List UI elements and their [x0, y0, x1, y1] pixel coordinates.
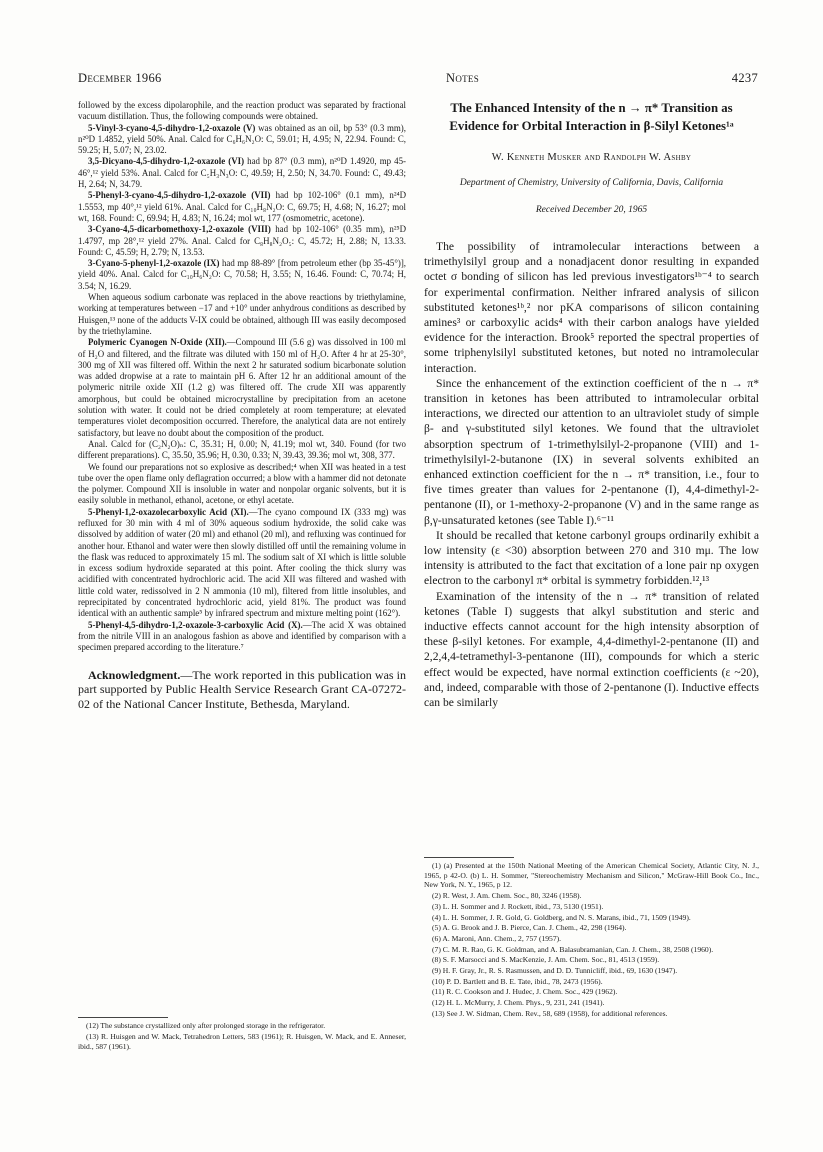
compound-heading: 3-Cyano-5-phenyl-1,2-oxazole (IX): [88, 258, 220, 269]
paragraph-text: had mp 88-89° [from petroleum ether (bp 35-45°)], yield 40%. Anal. Calcd for C₁₀H₆N₂O: C, 70.58; H, 3.55; N, 16.46. Found: C, 70.74; H, 3.54; N, 16.29.: [78, 258, 407, 291]
compound-heading: 5-Phenyl-4,5-dihydro-1,2-oxazole-3-carboxylic Acid (X).: [88, 619, 303, 630]
paragraph: [78, 156, 406, 190]
left-paragraphs: [78, 100, 406, 654]
paragraph-text: —Compound III (5.6 g) was dissolved in 100 ml of H₂O and filtered, and the filtrate was diluted with 150 ml of H₂O. After 4 hr at 25-30°, 300 mg of XII was filtered off. Within the next 2 hr saturated sodium bicarbonate solution was added dropwise at a rate to maintain pH 6. After 12 hr an additional amount of the polymeric nitrile oxide XII (1.2 g) was filtered off. The crude XII was apparently amorphous, but could be obtained microcrystalline by precipitation from an acetone solution with water. It could not be dried completely at room temperature; at elevated temperatures violet decomposition occurred. Therefore, the analytical data are not entirely satisfactory, but leave no doubt about the composition of the product.: [78, 337, 406, 438]
paragraph: [78, 123, 406, 157]
paragraph: [78, 258, 406, 292]
left-footnotes: [78, 1017, 406, 1053]
footnote-rule: [424, 857, 514, 858]
footnote: (2) R. West, J. Am. Chem. Soc., 80, 3246 (1958).: [432, 891, 582, 901]
footnote-rule: [78, 1017, 168, 1018]
compound-heading: 5-Phenyl-1,2-oxazolecarboxylic Acid (XI).: [88, 506, 249, 517]
article-authors: W. Kenneth Musker and Randolph W. Ashby: [491, 152, 692, 163]
header-date: December 1966: [78, 71, 162, 85]
acknowledgment: [78, 668, 406, 712]
paragraph: Examination of the intensity of the n → π* transition of related ketones (Table I) suggests that alkyl substitution and steric and inductive effects cannot account for the high intensity absorption of these β-silyl ketones. For example, 4,4-dimethyl-2-pentanone (II) and 2,2,4,4-tetramethyl-3-pentanone (III), compounds for which a steric effect would be expected, have normal extinction coefficients (ε ~20), and, indeed, comparable with those of 2-pentanone (I). Inductive effects can be similarly: [424, 589, 759, 710]
paragraph-text: When aqueous sodium carbonate was replaced in the above reactions by triethylamine, working at temperatures between −17 and +10° under anhydrous conditions as described by Huisgen,¹³ none of the adducts V-IX could be obtained, although III was easily decomposed by the triethylamine.: [78, 292, 406, 336]
right-footnotes: [424, 857, 759, 1020]
footnote: (13) See J. W. Sidman, Chem. Rev., 58, 689 (1958), for additional references.: [432, 1008, 668, 1018]
footnote: (13) R. Huisgen and W. Mack, Tetrahedron Letters, 583 (1961); R. Huisgen, W. Mack, and E. Anneser, ibid., 587 (1961).: [78, 1032, 406, 1051]
paragraph: [78, 620, 406, 654]
acknowledgment-heading: Acknowledgment.: [88, 667, 181, 682]
footnote: (11) R. C. Cookson and J. Hudec, J. Chem. Soc., 429 (1962).: [432, 987, 618, 997]
compound-heading: 3-Cyano-4,5-dicarbomethoxy-1,2-oxazole (VIII): [88, 224, 271, 235]
received-date: Received December 20, 1965: [535, 205, 648, 215]
paragraph: [78, 507, 406, 620]
paragraph: [78, 224, 406, 258]
header-section: Notes: [446, 71, 480, 85]
paragraph: The possibility of intramolecular interactions between a trimethylsilyl group and a nonadjacent donor resulting in expanded octet σ bonding of silicon has led previous investigators¹ᵇ⁻⁴ to search for experimental confirmation. Neither infrared analysis of silicon substituted ketones¹ᵇ,² nor pKA comparisons of silicon containing amines³ or carboxylic acids⁴ with their carbon analogs have yielded evidence for the interaction. Brook⁵ reported the spectral properties of some triphenylsilyl substituted ketones, but noted no intramolecular interaction.: [424, 240, 759, 375]
paragraph-text: was obtained as an oil, bp 53° (0.3 mm), n²⁰D 1.4852, yield 50%. Anal. Calcd for C₆H₆N₂O: C, 59.01; H, 4.95; N, 22.94. Found: C, 59.25; H, 5.07; N, 23.02.: [78, 122, 406, 156]
page-number: 4237: [731, 71, 758, 85]
footnote: (5) A. G. Brook and J. B. Pierce, Can. J. Chem., 42, 298 (1964).: [432, 923, 627, 933]
paragraph-text: —The cyano compound IX (333 mg) was refluxed for 30 min with 4 ml of 30% aqueous sodium hydroxide, the solid cake was dissolved by addition of water (20 ml) and ethanol (20 ml), and refluxing was continued for another hour. Ethanol and water were then slowly distilled off until the remaining volume in the flask was reduced to approximately 15 ml. The sodium salt of XI which is little soluble in excess sodium hydroxide separated at this point. After cooling the thick slurry was acidified with concentrated hydrochloric acid. The acid XII was filtered and washed with little cold water, redissolved in 2 N ammonia (10 ml), filtered from little insolubles, and reprecipitated by concentrated hydrochloric acid, yield 81%. The product was found identical with an authentic sample⁵ by infrared spectrum and mixture melting point (162°).: [78, 506, 406, 619]
footnote: (9) H. F. Gray, Jr., R. S. Rasmussen, and D. D. Tunnicliff, ibid., 69, 1630 (1947).: [432, 966, 678, 976]
footnote: (6) A. Maroni, Ann. Chem., 2, 757 (1957).: [432, 933, 562, 943]
paragraph: It should be recalled that ketone carbonyl groups ordinarily exhibit a low intensity (ε <30) absorption between 270 and 310 mμ. The low intensity is attributed to the fact that excitation of a lone pair np oxygen electron to the carbonyl π* orbital is symmetry forbidden.¹²,¹³: [424, 528, 759, 588]
footnote: (4) L. H. Sommer, J. R. Gold, G. Goldberg, and N. S. Marans, ibid., 71, 1509 (1949).: [432, 912, 691, 922]
acknowledgment-text: —The work reported in this publication was in part supported by Public Health Service Research Grant CA-07272-02 of the National Cancer Institute, Bethesda, Maryland.: [78, 667, 406, 711]
paragraph: [78, 292, 406, 337]
footnote: (8) S. F. Marsocci and S. MacKenzie, J. Am. Chem. Soc., 81, 4513 (1959).: [432, 955, 660, 965]
paragraph-text: followed by the excess dipolarophile, and the reaction product was separated by fractional vacuum distillation. Thus, the following compounds were obtained.: [78, 100, 406, 122]
footnote: (12) H. L. McMurry, J. Chem. Phys., 9, 231, 241 (1941).: [432, 998, 605, 1008]
right-column: [424, 100, 759, 710]
paragraph: [78, 190, 406, 224]
footnote: (1) (a) Presented at the 150th National Meeting of the American Chemical Society, Atlantic City, N. J., 1965, p 42-O. (b) L. H. Sommer, "Stereochemistry Mechanism and Silicon," McGraw-Hill Book Co., Inc., New York, N. Y., 1965, p 12.: [424, 861, 759, 890]
compound-heading: 5-Vinyl-3-cyano-4,5-dihydro-1,2-oxazole (V): [88, 122, 256, 133]
article-title: The Enhanced Intensity of the n → π* Transition as Evidence for Orbital Interaction in β-Silyl Ketones¹ᵃ: [449, 101, 734, 133]
article-body: [424, 239, 759, 710]
paragraph: [78, 337, 406, 439]
paragraph-text: We found our preparations not so explosive as described;⁴ when XII was heated in a test tube over the open flame only deflagration occurred; a blow with a hammer did not detonate the polymer. Compound XII is insoluble in water and nonpolar organic solvents, but it is easily soluble in methanol, ethanol, acetone, or ethyl acetate.: [78, 461, 407, 506]
paragraph: [78, 439, 406, 462]
paragraph: [78, 462, 406, 507]
paragraph: [78, 100, 406, 123]
paragraph-text: had bp 87° (0.3 mm), n²⁰D 1.4920, mp 45-46°,¹² yield 53%. Anal. Calcd for C₅H₃N₃O: C, 49.59; H, 2.50; N, 34.70. Found: C, 49.43; H, 2.64; N, 34.79.: [78, 156, 406, 190]
compound-heading: Polymeric Cyanogen N-Oxide (XII).: [88, 337, 227, 348]
article-affiliation: Department of Chemistry, University of California, Davis, California: [459, 178, 724, 188]
footnote: (7) C. M. R. Rao, G. K. Goldman, and A. Balasubramanian, Can. J. Chem., 38, 2508 (1960).: [432, 944, 714, 954]
footnote: (12) The substance crystallized only after prolonged storage in the refrigerator.: [86, 1021, 326, 1030]
footnote: (10) P. D. Bartlett and B. E. Tate, ibid., 78, 2473 (1956).: [432, 976, 603, 986]
paragraph-text: had bp 102-106° (0.1 mm), n²⁴D 1.5553, mp 40°,¹² yield 61%. Anal. Calcd for C₁₀H₈N₂O: C, 69.75; H, 4.68; N, 16.27; mol wt, 168. Found: C, 69.94; H, 4.83; N, 16.24; mol wt, 177 (osmometric, acetone).: [78, 190, 406, 223]
left-column: [78, 100, 406, 711]
paragraph: Since the enhancement of the extinction coefficient of the n → π* transition in ketones has been attributed to intramolecular orbital interactions, we directed our attention to an ultraviolet study of simple β- and γ-substituted silyl ketones. We found that the ultraviolet absorption spectrum of 1-trimethylsilyl-2-propanone (VIII) and 1-trimethylsilyl-2-butanone (IX) in several solvents exhibited an enhanced extinction coefficient for the n → π* transition, i.e., four to five times greater than values for 2-pentanone (I), 4,4-dimethyl-2-pentanone (II), or 1-methoxy-2-propanone (V) and in the same range as β,γ-unsaturated ketones (see Table I).⁶⁻¹¹: [424, 376, 759, 527]
footnote: (3) L. H. Sommer and J. Rockett, ibid., 73, 5130 (1951).: [432, 901, 604, 911]
paragraph-text: Anal. Calcd for (C₂N₂O)ₙ: C, 35.31; H, 0.00; N, 41.19; mol wt, 340. Found (for two different preparations). C, 35.50, 35.96; H, 0.30, 0.33; N, 39.43, 39.36; mol wt, 308, 377.: [78, 438, 406, 461]
paragraph-text: had bp 102-106° (0.35 mm), n²⁵D 1.4797, mp 28°,¹² yield 27%. Anal. Calcd for C₈H₈N₂O₅: C, 45.72; H, 2.88; N, 13.33. Found: C, 45.59; H, 2.79; N, 13.53.: [78, 224, 406, 257]
compound-heading: 3,5-Dicyano-4,5-dihydro-1,2-oxazole (VI): [88, 156, 245, 167]
compound-heading: 5-Phenyl-3-cyano-4,5-dihydro-1,2-oxazole (VII): [88, 190, 271, 201]
paragraph-text: —The acid X was obtained from the nitrile VIII in an analogous fashion as above and identified by comparison with a specimen prepared according to the literature.⁷: [78, 619, 406, 653]
page-header: [78, 71, 758, 87]
